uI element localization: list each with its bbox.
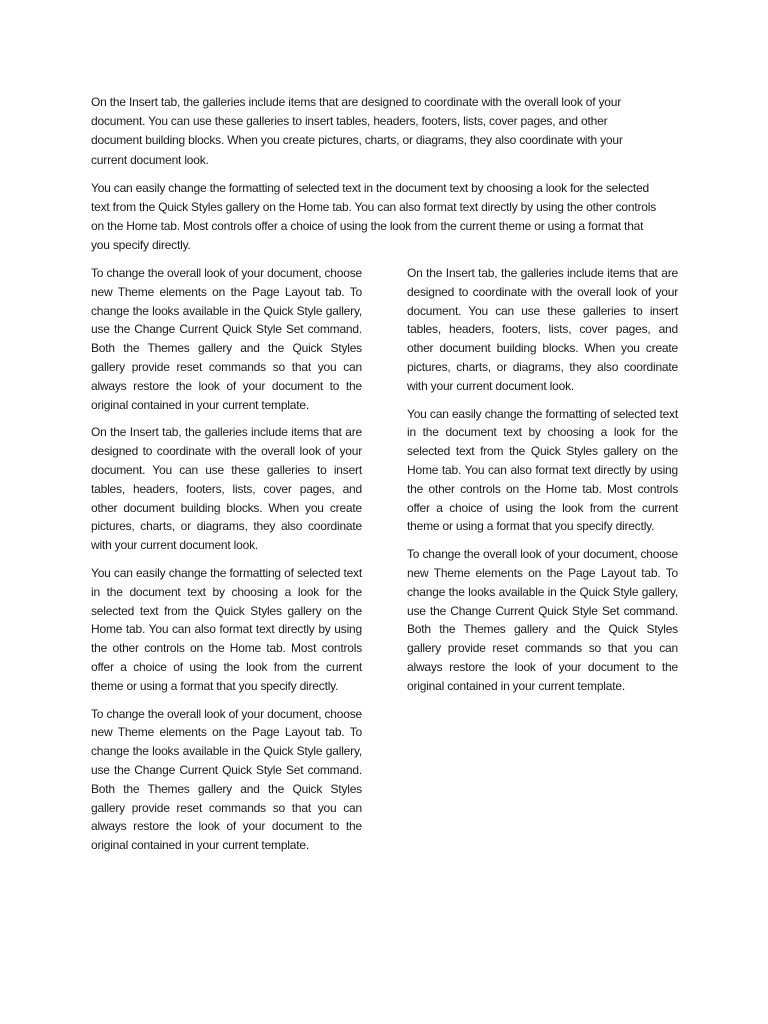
intro-paragraph: On the Insert tab, the galleries include items that are designed to coordinate with the overall look of your document. You can use these galleries to insert tables, headers, footers, lists, cover pages, and other document building blocks. When you create pictures, charts, or diagrams, they also coordinate with your current document look.	[91, 95, 623, 167]
body-paragraph: On the Insert tab, the galleries include items that are designed to coordinate with the overall look of your document. You can use these galleries to insert tables, headers, footers, lists, cover pages, and other document building blocks. When you create pictures, charts, or diagrams, they also coordinate with your current document look.	[91, 425, 362, 553]
intro-paragraph: You can easily change the formatting of selected text in the document text by choosing a look for the selected text from the Quick Styles gallery on the Home tab. You can also format text directly by using the other controls on the Home tab. Most controls offer a choice of using the look from the current theme or using a format that you specify directly.	[91, 180, 657, 253]
body-paragraph: On the Insert tab, the galleries include items that are designed to coordinate with the overall look of your document. You can use these galleries to insert tables, headers, footers, lists, cover pages, and other document building blocks. When you create pictures, charts, or diagrams, they also coordinate with your current document look.	[407, 266, 678, 393]
intro-section	[91, 93, 661, 265]
body-paragraph: To change the overall look of your document, choose new Theme elements on the Page Layout tab. To change the looks available in the Quick Style gallery, use the Change Current Quick Style Set command. Both the Themes gallery and the Quick Styles gallery provide reset commands so that you can always restore the look of your document to the original contained in your current template.	[407, 547, 678, 693]
body-paragraph: You can easily change the formatting of selected text in the document text by choosing a look for the selected text from the Quick Styles gallery on the Home tab. You can also format text directly by using the other controls on the Home tab. Most controls offer a choice of using the look from the current theme or using a format that you specify directly.	[407, 406, 678, 534]
body-paragraph: To change the overall look of your document, choose new Theme elements on the Page Layout tab. To change the looks available in the Quick Style gallery, use the Change Current Quick Style Set command. Both the Themes gallery and the Quick Styles gallery provide reset commands so that you can always restore the look of your document to the original contained in your current template.	[91, 706, 362, 853]
body-paragraph: To change the overall look of your document, choose new Theme elements on the Page Layout tab. To change the looks available in the Quick Style gallery, use the Change Current Quick Style Set command. Both the Themes gallery and the Quick Styles gallery provide reset commands so that you can always restore the look of your document to the original contained in your current template.	[91, 266, 362, 412]
two-column-body	[91, 264, 678, 864]
body-paragraph: You can easily change the formatting of selected text in the document text by choosing a look for the selected text from the Quick Styles gallery on the Home tab. You can also format text directly by using the other controls on the Home tab. Most controls offer a choice of using the look from the current theme or using a format that you specify directly.	[91, 565, 362, 693]
